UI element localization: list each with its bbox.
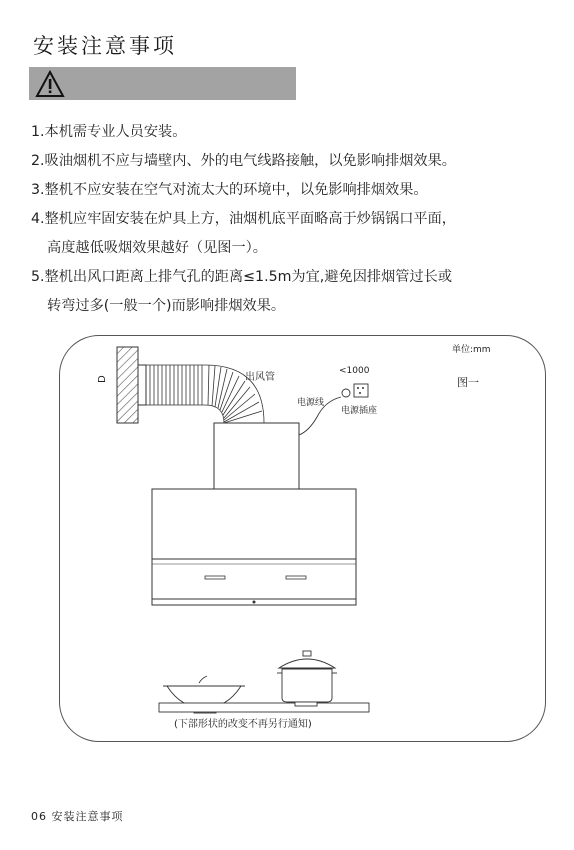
warning-banner bbox=[29, 67, 296, 100]
unit-label: 单位:mm bbox=[452, 345, 491, 355]
socket-label: 电源插座 bbox=[341, 406, 378, 416]
wall-opening bbox=[138, 365, 146, 405]
figure-name: 图一 bbox=[457, 376, 479, 389]
installation-diagram bbox=[59, 335, 546, 742]
page-title: 安装注意事项 bbox=[33, 34, 177, 58]
warning-triangle-icon bbox=[35, 70, 65, 98]
instruction-item-1: 1.本机需专业人员安装。 bbox=[31, 124, 187, 140]
figure-note: (下部形状的改变不再另行通知) bbox=[174, 719, 312, 730]
instruction-item-5-cont: 转弯过多(一般一个)而影响排烟效果。 bbox=[47, 298, 286, 314]
cord-label: 电源线 bbox=[297, 398, 325, 408]
instruction-item-3: 3.整机不应安装在空气对流太大的环境中，以免影响排烟效果。 bbox=[31, 182, 428, 198]
wall-label: D bbox=[97, 375, 108, 383]
page-footer bbox=[31, 808, 124, 824]
hood-body bbox=[152, 489, 356, 559]
pot-icon bbox=[277, 651, 337, 706]
instruction-item-2: 2.吸油烟机不应与墙壁内、外的电气线路接触，以免影响排烟效果。 bbox=[31, 153, 456, 169]
power-socket bbox=[342, 384, 368, 397]
stove-top bbox=[159, 703, 369, 712]
footer-section: 安装注意事项 bbox=[51, 810, 124, 823]
hood-chimney bbox=[214, 423, 299, 489]
instruction-item-4: 4.整机应牢固安装在炉具上方，油烟机底平面略高于炒锅锅口平面， bbox=[31, 211, 456, 227]
distance-label: <1000 bbox=[339, 366, 370, 376]
hood-button-right bbox=[286, 576, 306, 579]
wall-hatch bbox=[117, 347, 138, 423]
hood-control-panel bbox=[152, 559, 356, 599]
hood-button-left bbox=[205, 576, 225, 579]
duct-label: 出风管 bbox=[245, 372, 275, 383]
instruction-item-5: 5.整机出风口距离上排气孔的距离≤1.5m为宜,避免因排烟管过长或 bbox=[31, 269, 453, 285]
page-number: 06 bbox=[31, 810, 47, 823]
instruction-item-4-cont: 高度越低吸烟效果越好（见图一）。 bbox=[47, 240, 267, 256]
hood-light bbox=[253, 601, 256, 604]
